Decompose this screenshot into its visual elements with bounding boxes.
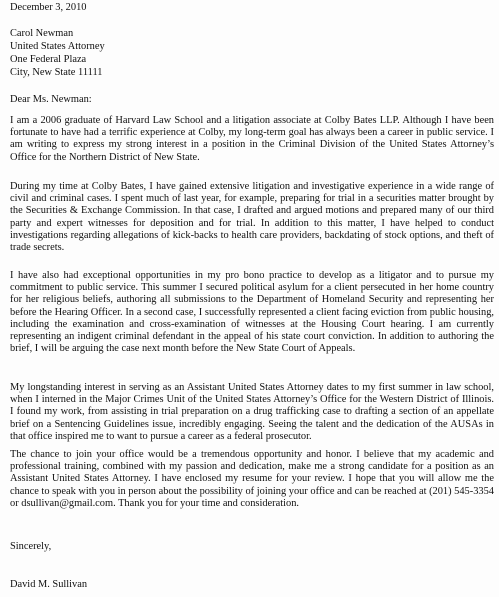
- body-paragraph-2: During my time at Colby Bates, I have gained extensive litigation and investigative experience in a wide range of civil and criminal cases. I spent much of last year, for example, preparing for trial in a securities matter brought by the Securities & Exchange Commission. In that case, I drafted and argued motions and prepared many of our third party and expert witnesses for deposition and for trial. In addition to this matter, I have helped to conduct investigations regarding allegations of kick-backs to health care providers, backdating of stock options, and theft of trade secrets.: [10, 181, 494, 254]
- body-paragraph-5: The chance to join your office would be a tremendous opportunity and honor. I believe that my academic and professional training, combined with my passion and dedication, make me a strong candidate for a position as an Assistant United States Attorney. I have enclosed my resume for your review. I hope that you will allow me the chance to speak with you in person about the possibility of joining your office and can be reached at (201) 545-3354 or dsullivan@gmail.com. Thank you for your time and consideration.: [10, 449, 494, 509]
- letter-date: December 3, 2010: [10, 2, 87, 13]
- recipient-street: One Federal Plaza: [10, 54, 87, 65]
- salutation: Dear Ms. Newman:: [10, 94, 92, 105]
- recipient-name: Carol Newman: [10, 28, 74, 39]
- recipient-city: City, New State 11111: [10, 67, 103, 78]
- signature-name: David M. Sullivan: [10, 579, 88, 590]
- closing: Sincerely,: [10, 541, 52, 552]
- body-paragraph-3: I have also had exceptional opportunities in my pro bono practice to develop as a litigator and to pursue my commitment to public service. This summer I secured political asylum for a client persecuted in her home country for her religious beliefs, authoring all submissions to the Department of Homeland Security and representing her before the Hearing Officer. In a second case, I successfully represented a client facing eviction from public housing, including the examination and cross-examination of witnesses at the Housing Court hearing. I am currently representing an indigent criminal defendant in the appeal of his state court conviction. In addition to authoring the brief, I will be arguing the case next month before the New State Court of Appeals.: [10, 270, 494, 355]
- recipient-title: United States Attorney: [10, 41, 105, 52]
- body-paragraph-4: My longstanding interest in serving as an Assistant United States Attorney dates to my first summer in law school, when I interned in the Major Crimes Unit of the United States Attorney’s Office for the Western District of Illinois. I found my work, from assisting in trial preparation on a drug trafficking case to drafting a section of an appellate brief on a Sentencing Guidelines issue, incredibly engaging. Seeing the talent and the dedication of the AUSAs in that office inspired me to want to pursue a career as a federal prosecutor.: [10, 382, 494, 442]
- body-paragraph-1: I am a 2006 graduate of Harvard Law School and a litigation associate at Colby Bates LLP. Although I have been fortunate to have had a terrific experience at Colby, my long-term goal has always been a career in public service. I am writing to express my strong interest in a position in the Criminal Division of the United States Attorney’s Office for the Northern District of New State.: [10, 115, 494, 163]
